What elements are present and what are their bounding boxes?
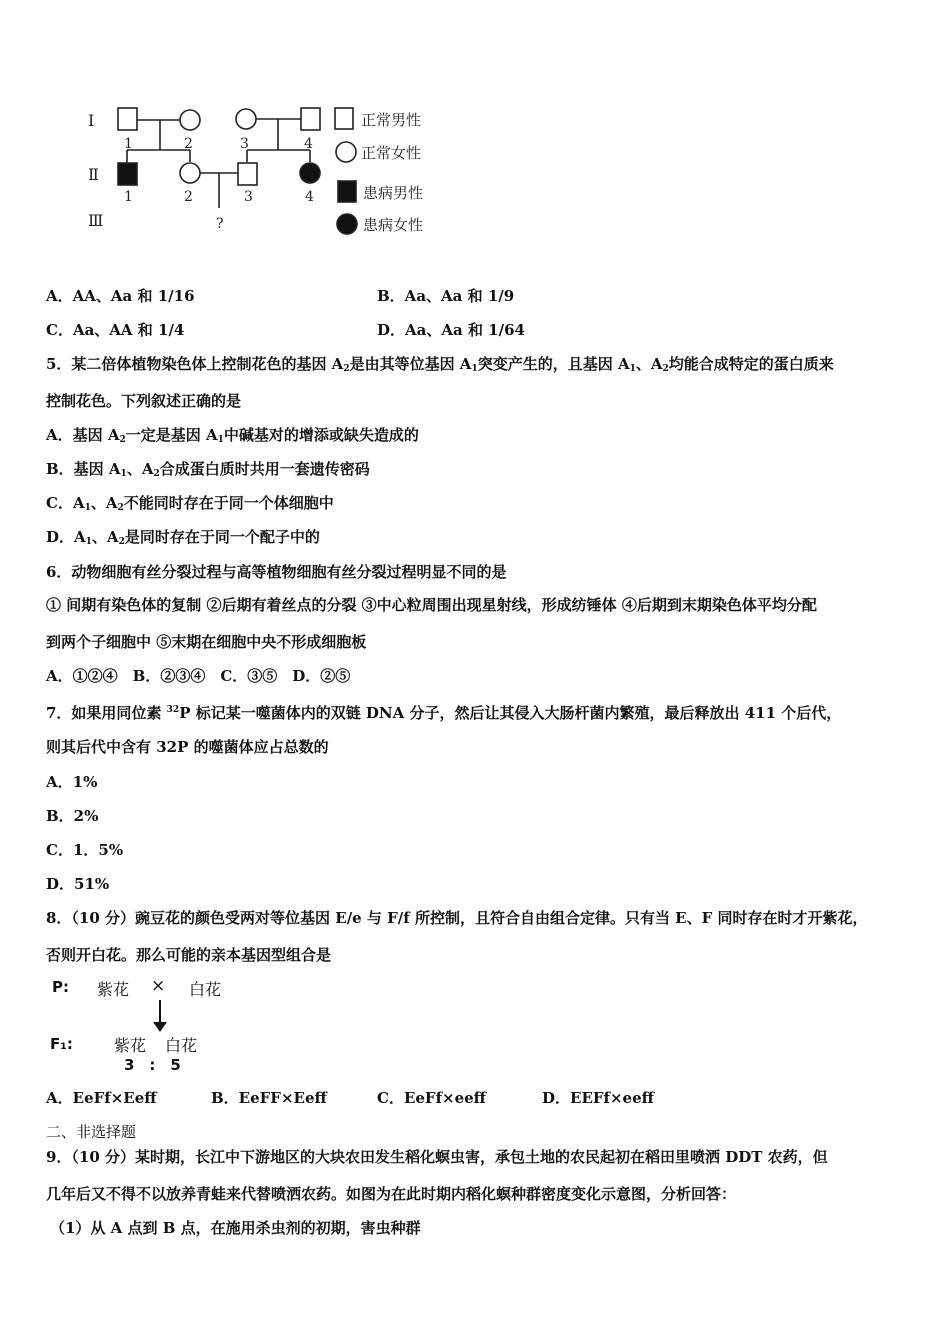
legend-affected-female: 患病女性: [363, 216, 424, 234]
q4-option-d: D．Aa、Aa 和 1/64: [377, 321, 525, 339]
svg-text:4: 4: [304, 136, 313, 152]
q9-subquestion-1: （1）从 A 点到 B 点，在施用杀虫剂的初期，害虫种群: [50, 1219, 421, 1237]
section-title-2: 二、非选择题: [46, 1123, 137, 1141]
q4-option-c: C．Aa、AA 和 1/4: [46, 321, 185, 339]
q9-stem-line2: 几年后又不得不以放养青蛙来代替喷洒农药。如图为在此时期内稻化螟种群密度变化示意图，分析回答：: [46, 1185, 737, 1203]
q7-option-d: D．51%: [46, 875, 110, 893]
q4-option-a: A．AA、Aa 和 1/16: [46, 287, 195, 305]
q8-option-a: A．EeFf×Eeff: [46, 1089, 157, 1107]
q5-stem-line1: 5．某二倍体植物染色体上控制花色的基因 $A_2$是由其等位基因 $A_1$突变产生的，且基因 $A_1$、$A_2$均能合成特定的蛋白质来: [46, 355, 834, 374]
q4-option-b: B．Aa、Aa 和 1/9: [377, 287, 515, 305]
gen-label-3: Ⅲ: [88, 211, 104, 230]
q7-option-a: A．1%: [46, 773, 98, 791]
q5-option-d: D．$A_1$、$A_2$是同时存在于同一个配子中的: [46, 528, 320, 547]
cross-parent1: 紫花: [97, 980, 130, 999]
svg-text:1: 1: [124, 136, 133, 152]
q6-options: A．①②④ B．②③④ C．③⑤ D．②⑤: [46, 667, 351, 685]
q9-stem-line1: 9．（10 分）某时期，长江中下游地区的大块农田发生稻化螟虫害，承包土地的农民起初在稻田里喷洒 DDT 农药，但: [46, 1148, 828, 1166]
svg-text:2: 2: [184, 189, 193, 205]
gen-label-1: Ⅰ: [88, 111, 95, 130]
cross-parent2: 白花: [189, 980, 222, 999]
cross-child2: 白花: [165, 1036, 198, 1055]
q8-option-c: C．EeFf×eeff: [377, 1089, 486, 1107]
q8-stem-line1: 8．（10 分）豌豆花的颜色受两对等位基因 E/e 与 F/f 所控制，且符合自由组合定律。只有当 E、F 同时存在时才开紫花，: [46, 909, 868, 927]
svg-text:3: 3: [244, 189, 253, 205]
svg-text:4: 4: [305, 189, 314, 205]
q8-option-b: B．EeFF×Eeff: [211, 1089, 327, 1107]
q7-option-b: B．2%: [46, 807, 99, 825]
q6-stem: 6．动物细胞有丝分裂过程与高等植物细胞有丝分裂过程明显不同的是: [46, 563, 507, 581]
q6-items-line2: 到两个子细胞中 ⑤末期在细胞中央不形成细胞板: [46, 633, 367, 651]
q8-option-d: D．EEFf×eeff: [542, 1089, 654, 1107]
gen-label-2: Ⅱ: [88, 165, 99, 184]
legend-affected-male: 患病男性: [363, 184, 424, 202]
legend-normal-male: 正常男性: [361, 111, 422, 129]
legend-normal-female: 正常女性: [361, 144, 422, 162]
q5-stem-line2: 控制花色。下列叙述正确的是: [46, 392, 242, 410]
q5-option-a: A．基因 $A_2$一定是基因 $A_1$中碱基对的增添或缺失造成的: [46, 426, 419, 445]
q7-stem-line1: 7．如果用同位素 $^{32}$P 标记某一噬菌体内的双链 DNA 分子，然后让其侵入大肠杆菌内繁殖，最后释放出 411 个后代，: [46, 704, 842, 722]
q7-option-c: C．1．5%: [46, 841, 124, 859]
q5-option-b: B．基因 $A_1$、$A_2$合成蛋白质时共用一套遗传密码: [46, 460, 370, 479]
q8-stem-line2: 否则开白花。那么可能的亲本基因型组合是: [46, 946, 332, 964]
unknown-offspring: ?: [216, 216, 224, 232]
q5-option-c: C．$A_1$、$A_2$不能同时存在于同一个体细胞中: [46, 494, 334, 513]
svg-text:3: 3: [240, 136, 249, 152]
cross-child1: 紫花: [114, 1036, 147, 1055]
svg-text:1: 1: [124, 189, 133, 205]
svg-text:2: 2: [184, 136, 193, 152]
cross-times: ×: [151, 976, 166, 996]
cross-ratio: 3 : 5: [124, 1056, 181, 1074]
cross-f1-label: F₁:: [50, 1035, 73, 1053]
cross-p-label: P:: [52, 978, 69, 996]
q7-stem-line2: 则其后代中含有 32P 的噬菌体应占总数的: [46, 738, 329, 756]
q6-items-line1: ① 间期有染色体的复制 ②后期有着丝点的分裂 ③中心粒周围出现星射线，形成纺锤体 ④后期到末期染色体平均分配: [46, 596, 817, 614]
